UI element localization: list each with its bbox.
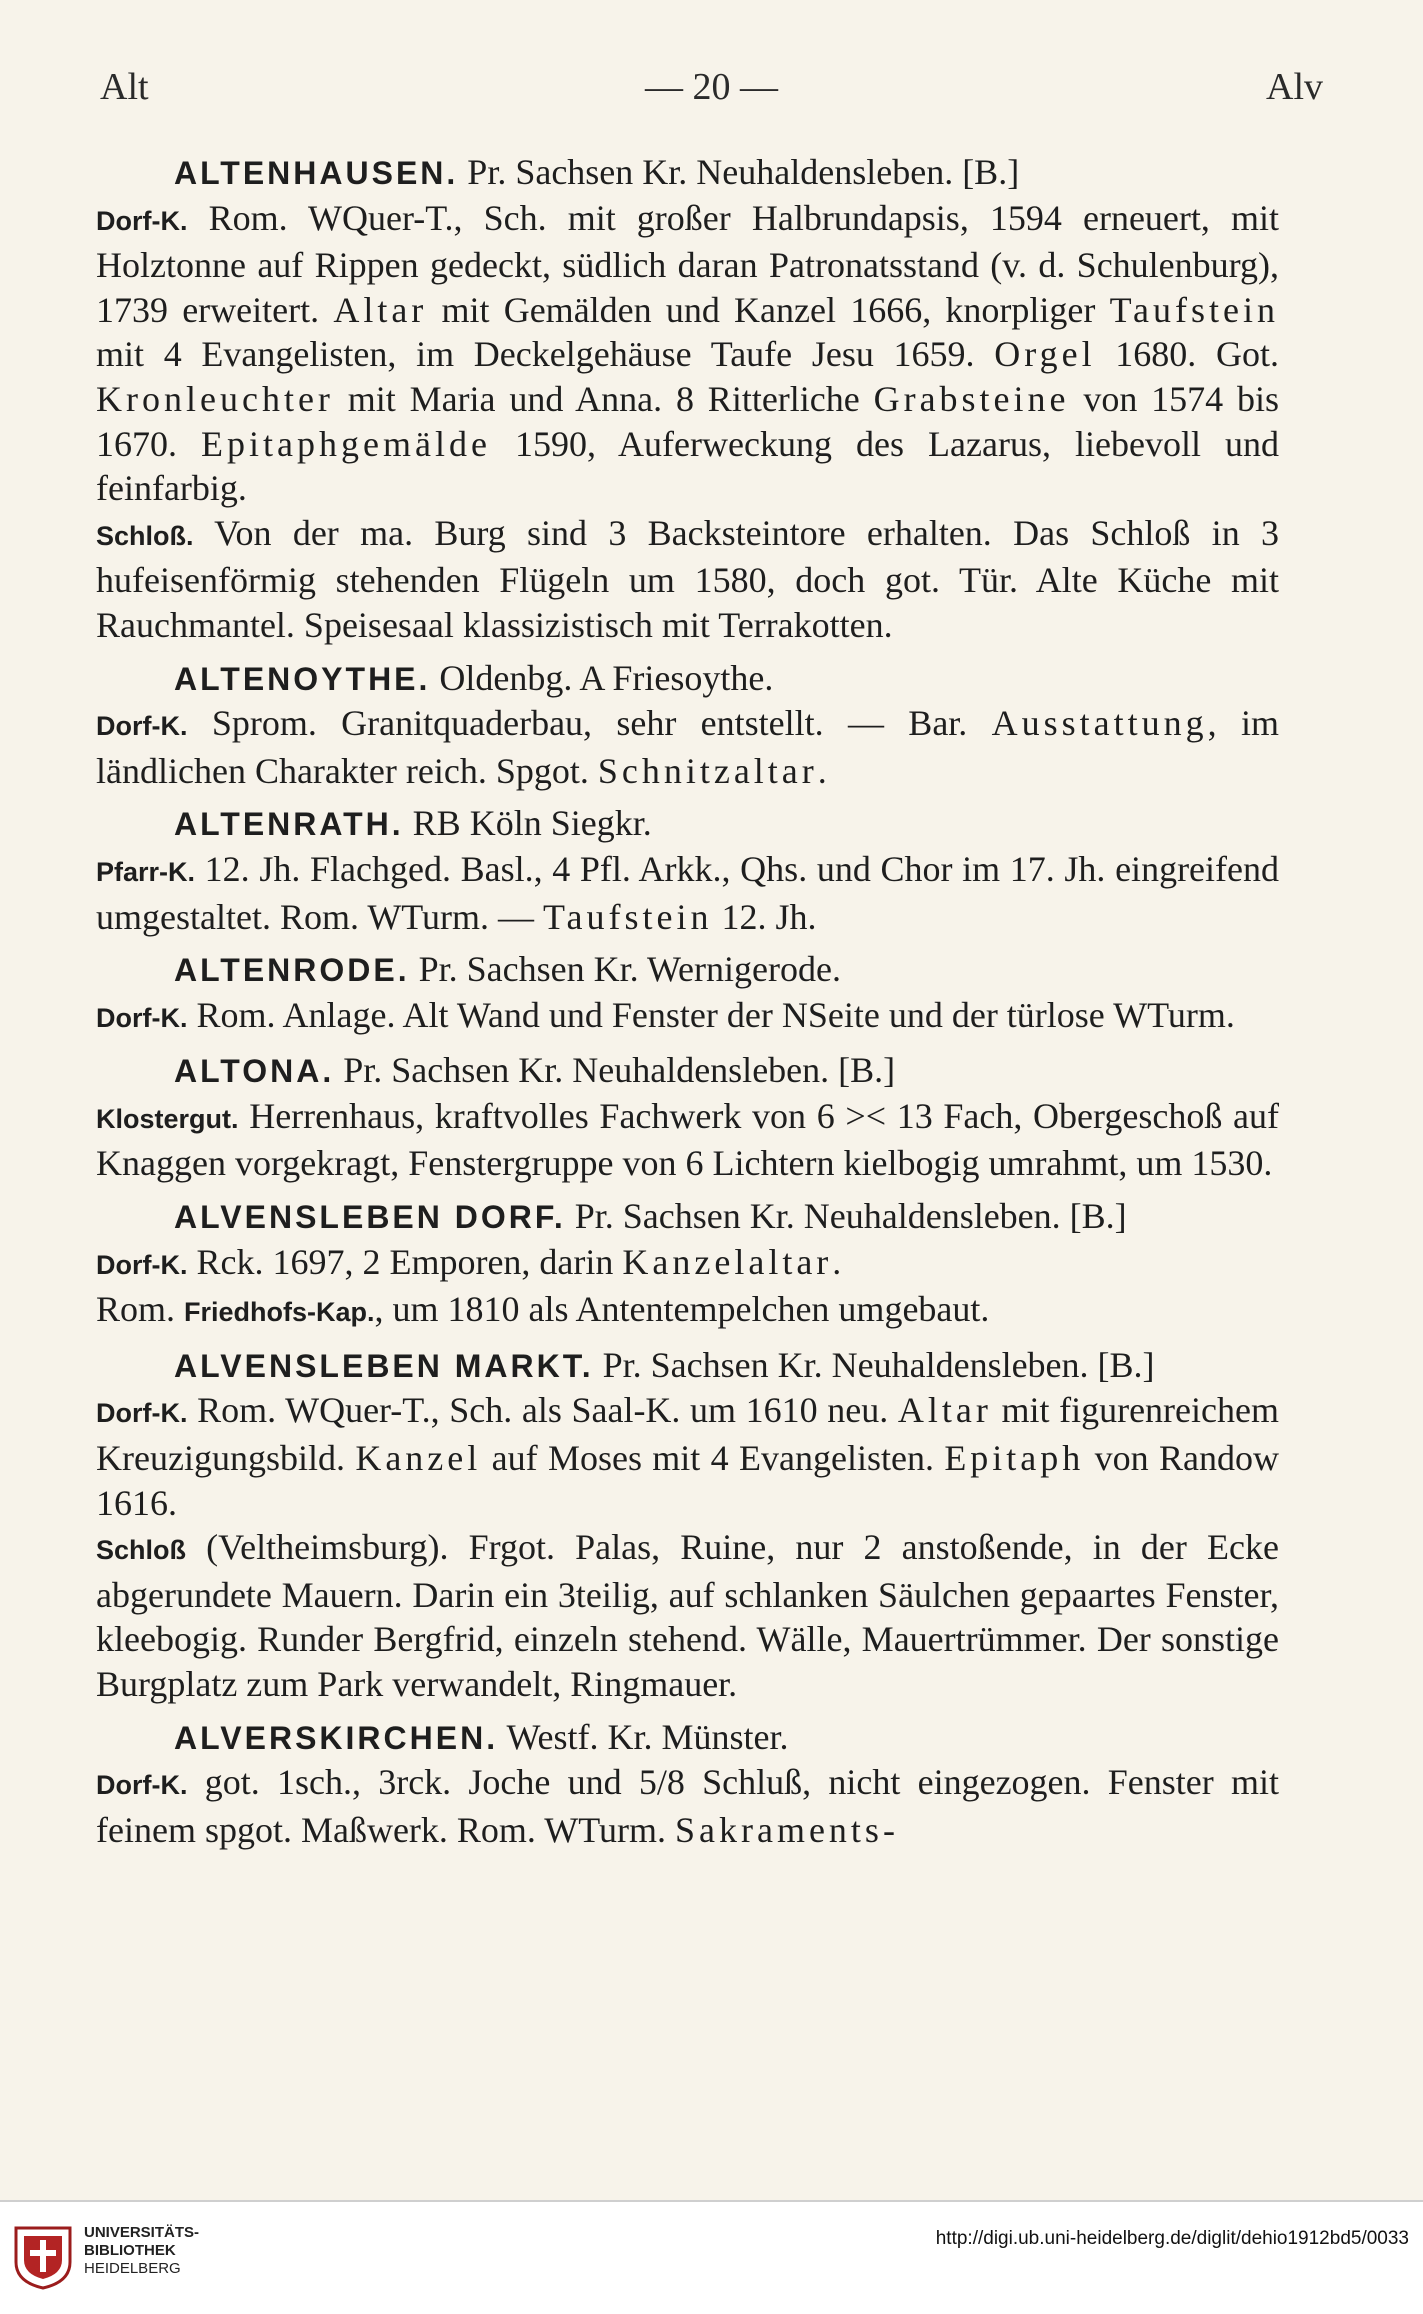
entry-text: 1590, Auferweckung des Lazarus, liebevoll und feinfarbig. (96, 423, 1279, 509)
entry-text: von 1574 bis 1670. (96, 378, 1279, 464)
entry-text: 1680. Got. (1095, 334, 1280, 375)
place-name: ALTENRATH. (174, 806, 404, 843)
entry-paragraph (96, 1525, 1279, 1706)
emphasized-term: Epitaphgemälde (201, 423, 491, 464)
entry-paragraph (96, 196, 1279, 511)
building-label: Dorf-K. (96, 1249, 188, 1280)
entry-text: Sprom. Granitquaderbau, sehr entstellt. — Bar. (187, 703, 992, 744)
entry-paragraph (96, 1094, 1279, 1186)
entry-paragraph (96, 511, 1279, 648)
entry-text: Rom. WQuer-T., Sch. als Saal-K. um 1610 neu. (187, 1390, 898, 1431)
building-label: Dorf-K. (96, 1398, 188, 1429)
emphasized-term: Kanzel (355, 1438, 482, 1479)
library-line-1: UNIVERSITÄTS- (84, 2224, 200, 2241)
place-name: ALVENSLEBEN MARKT. (174, 1347, 594, 1384)
entry-text: Rom. WQuer-T., Sch. mit großer Halbrundapsis, 1594 erneuert, mit Holztonne auf Rippen gedeckt, südlich daran Patronatsstand (v. d. Schulenburg), 1739 erweitert. (96, 197, 1279, 330)
library-line-2: BIBLIOTHEK (84, 2242, 176, 2259)
entry-text: Rom. (96, 1289, 185, 1330)
entry-text: Herrenhaus, kraftvolles Fachwerk von 6 >< 13 Fach, Obergeschoß auf Knaggen vorgekragt, Fenstergruppe von 6 Lichtern kielbogig umrahmt, um 1530. (96, 1095, 1279, 1184)
entry-text: mit figurenreichem Kreuzigungsbild. (96, 1390, 1279, 1479)
source-url: http://digi.ub.uni-heidelberg.de/diglit/dehio1912bd5/0033 (935, 2228, 1409, 2249)
building-label: Dorf-K. (96, 1002, 188, 1033)
entry-text: von Randow 1616. (96, 1438, 1279, 1523)
place-location: Westf. Kr. Münster. (498, 1716, 789, 1757)
entry-text: (Veltheimsburg). Frgot. Palas, Ruine, nur 2 anstoßende, in der Ecke abgerundete Mauern. Darin ein 3teilig, auf schlanken Säulchen gepaartes Fenster, kleebogig. Runder Bergfrid, einzeln stehend. Wälle, Mauertrümmer. Der sonstige Burgplatz zum Park verwandelt, Ringmauer. (96, 1527, 1279, 1704)
place-location: Pr. Sachsen Kr. Wernigerode. (409, 949, 841, 990)
place-name: ALTENOYTHE. (174, 660, 431, 697)
entry-text: 12. Jh. Flachged. Basl., 4 Pfl. Arkk., Qhs. und Chor im 17. Jh. eingreifend umgestaltet. Rom. WTurm. — (96, 848, 1279, 937)
place-location: RB Köln Siegkr. (403, 803, 652, 844)
entry-paragraph (96, 847, 1279, 939)
building-label: Friedhofs-Kap. (184, 1297, 375, 1328)
emphasized-term: Sakraments- (674, 1809, 899, 1850)
emphasized-term: Schnitzaltar (597, 750, 818, 791)
emphasized-term: Orgel (994, 334, 1096, 375)
place-name: ALTENHAUSEN. (174, 155, 459, 191)
place-location: Pr. Sachsen Kr. Neuhaldensleben. [B.] (593, 1344, 1155, 1385)
page-number: — 20 — (645, 66, 778, 108)
entry-text: 12. Jh. (712, 896, 817, 937)
emphasized-term: Ausstattung (991, 703, 1208, 744)
entry-paragraph (96, 993, 1279, 1041)
entry-text: Rck. 1697, 2 Emporen, darin (187, 1241, 623, 1282)
university-seal-icon (12, 2222, 74, 2290)
entry-text: Von der ma. Burg sind 3 Backsteintore erhalten. Das Schloß in 3 hufeisenförmig stehenden Flügeln um 1580, doch got. Tür. Alte Küche mit Rauchmantel. Speisesaal klassizistisch mit Terrakotten. (96, 512, 1279, 645)
footer-divider (0, 2200, 1423, 2202)
place-location: Oldenbg. A Friesoythe. (430, 657, 774, 698)
building-label: Dorf-K. (96, 1770, 188, 1801)
library-name (84, 2224, 199, 2278)
entry-text: mit Maria und Anna. 8 Ritterliche (333, 378, 874, 419)
place-location: Pr. Sachsen Kr. Neuhaldensleben. [B.] (334, 1050, 896, 1091)
building-label: Schloß. (96, 520, 194, 551)
header-left: Alt (100, 66, 149, 108)
entry-text: , um 1810 als Antentempelchen umgebaut. (374, 1289, 990, 1330)
place-location: Pr. Sachsen Kr. Neuhaldensleben. [B.] (458, 152, 1020, 192)
place-name: ALTONA. (174, 1053, 335, 1090)
building-label: Dorf-K. (96, 205, 188, 236)
emphasized-term: Grabsteine (873, 378, 1070, 419)
entry-text: got. 1sch., 3rck. Joche und 5/8 Schluß, nicht eingezogen. Fenster mit feinem spgot. Maßwerk. Rom. WTurm. (96, 1762, 1279, 1850)
entry-paragraph (96, 1760, 1279, 1852)
entry-text: . (817, 750, 827, 791)
building-label: Pfarr-K. (96, 856, 196, 887)
entry-heading (96, 1343, 1279, 1389)
entry-heading (96, 1194, 1279, 1240)
entry-paragraph (96, 1240, 1279, 1288)
emphasized-term: Taufstein (543, 896, 713, 937)
page-body (96, 150, 1279, 1852)
place-name: ALVERSKIRCHEN. (174, 1719, 499, 1756)
emphasized-term: Kronleuchter (96, 378, 334, 419)
page-header (100, 62, 1323, 112)
emphasized-term: Taufstein (1109, 289, 1279, 330)
entry-heading (96, 947, 1279, 993)
building-label: Dorf-K. (96, 711, 188, 742)
entry-heading (96, 801, 1279, 847)
entry-paragraph (96, 701, 1279, 793)
emphasized-term: Altar (897, 1390, 992, 1431)
entry-text: , im ländlichen Charakter reich. Spgot. (96, 703, 1279, 791)
entry-heading (96, 656, 1279, 702)
entry-heading (96, 150, 1279, 196)
entry-heading (96, 1715, 1279, 1761)
building-label: Klostergut. (96, 1103, 239, 1134)
header-right: Alv (1266, 66, 1323, 108)
entry-text: mit Gemälden und Kanzel 1666, knorpliger (427, 289, 1110, 330)
entry-paragraph (96, 1388, 1279, 1525)
entry-text: auf Moses mit 4 Evangelisten. (481, 1438, 945, 1479)
entry-text: . (832, 1241, 842, 1282)
footer-bar (0, 2200, 1423, 2314)
entry-text: Rom. Anlage. Alt Wand und Fenster der NSeite und der türlose WTurm. (187, 994, 1235, 1035)
entry-text: mit 4 Evangelisten, im Deckelgehäuse Taufe Jesu 1659. (96, 334, 995, 375)
entry-paragraph (96, 1287, 1279, 1335)
emphasized-term: Kanzelaltar (622, 1241, 833, 1282)
library-line-3: HEIDELBERG (84, 2260, 181, 2277)
place-name: ALVENSLEBEN DORF. (174, 1199, 566, 1236)
place-location: Pr. Sachsen Kr. Neuhaldensleben. [B.] (565, 1196, 1127, 1237)
building-label: Schloß (96, 1535, 187, 1566)
place-name: ALTENRODE. (174, 952, 410, 989)
entry-heading (96, 1048, 1279, 1094)
emphasized-term: Epitaph (944, 1438, 1085, 1479)
emphasized-term: Altar (333, 289, 428, 330)
